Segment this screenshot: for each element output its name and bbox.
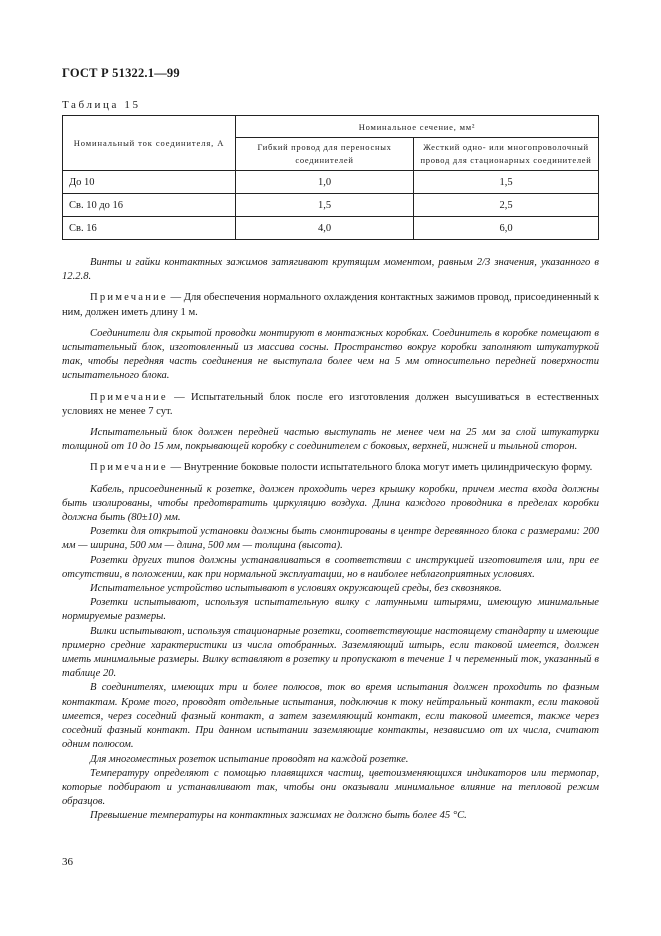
document-code: ГОСТ Р 51322.1—99 xyxy=(62,66,180,80)
table-row xyxy=(63,194,599,217)
paragraph: Розетки для открытой установки должны быть смонтированы в центре деревянного блока с размерами: 200 мм — ширина, 500 мм — длина, 500 мм — толщина (высота). xyxy=(62,526,599,552)
paragraph: Испытательное устройство испытывают в условиях окружающей среды, без сквозняков. xyxy=(90,583,502,595)
cell-rigid: 1,5 xyxy=(414,171,599,194)
paragraph: Испытательный блок должен передней частью выступать не менее чем на 25 мм за слой штукатурки толщиной от 10 до 15 мм, покрывающей коробку с соединителем с боковых, верхней, нижней и тыльной сторон. xyxy=(62,427,599,453)
page-number: 36 xyxy=(62,856,73,868)
cell-current: Св. 10 до 16 xyxy=(63,194,236,217)
body-text xyxy=(62,256,599,824)
paragraph: Соединители для скрытой проводки монтируют в монтажных коробках. Соединитель в коробке помещают в испытательный блок, изготовленный из массива сосны. Пространство вокруг коробки заполняют штукатуркой так, чтобы передняя часть соединения не выступала более чем на 5 мм относительно передней поверхности испытательного блока. xyxy=(62,327,599,382)
cell-flexible: 1,5 xyxy=(236,194,414,217)
col-header-cross-section: Номинальное сечение, мм² xyxy=(236,116,599,138)
paragraph: Винты и гайки контактных зажимов затягивают крутящим моментом, равным 2/3 значения, указанного в 12.2.8. xyxy=(62,257,599,283)
note-label: Примечание xyxy=(90,391,168,403)
note-text: — Для обеспечения нормального охлаждения контактных зажимов провод, присоединенный к ним, должен иметь длину 1 м. xyxy=(62,292,599,318)
cell-flexible: 4,0 xyxy=(236,217,414,240)
table-row xyxy=(63,171,599,194)
table-row xyxy=(63,217,599,240)
paragraph: Кабель, присоединенный к розетке, должен проходить через крышку коробки, причем места входа должны быть изолированы, чтобы предотвратить циркуляцию воздуха. Длина каждого проводника в пределах коробки должна быть (80±10) мм. xyxy=(62,483,599,524)
cell-flexible: 1,0 xyxy=(236,171,414,194)
note xyxy=(62,291,599,319)
paragraph: Температуру определяют с помощью плавящихся частиц, цветоизменяющихся индикаторов или термопар, которые подбирают и устанавливают так, чтобы они оказывали минимальное влияние на тепловой режим образцов. xyxy=(62,767,599,808)
col-header-current: Номинальный ток соединителя, А xyxy=(63,116,236,171)
note-text: — Испытательный блок после его изготовления должен высушиваться в естественных условиях не менее 7 сут. xyxy=(62,391,599,417)
cell-rigid: 2,5 xyxy=(414,194,599,217)
cell-current: До 10 xyxy=(63,171,236,194)
cell-current: Св. 16 xyxy=(63,217,236,240)
paragraph: Розетки испытывают, используя испытательную вилку с латунными штырями, имеющую минимальные нормируемые размеры. xyxy=(62,597,599,623)
col-header-rigid: Жесткий одно- или многопроволочный провод для стационарных соединителей xyxy=(414,138,599,171)
note xyxy=(62,391,599,419)
note xyxy=(62,461,599,475)
note-label: Примечание xyxy=(90,462,168,474)
paragraph: Розетки других типов должны устанавливаться в соответствии с инструкцией изготовителя или, при ее отсутствии, в положении, как при нормальной эксплуатации, но в наиболее неблагоприятных условиях. xyxy=(62,554,599,580)
note-label: Примечание xyxy=(90,292,168,304)
table-caption: Таблица 15 xyxy=(62,99,141,111)
cell-rigid: 6,0 xyxy=(414,217,599,240)
paragraph: Вилки испытывают, используя стационарные розетки, соответствующие настоящему стандарту и имеющие примерно средние характеристики из числа отобранных. Заземляющий штырь, если таковой имеется, должен иметь минимальные размеры. Вилку вставляют в розетку и пропускают в течение 1 ч переменный ток, указанный в таблице 20. xyxy=(62,625,599,680)
paragraph: Для многоместных розеток испытание проводят на каждой розетке. xyxy=(90,753,409,765)
col-header-flexible: Гибкий провод для переносных соединителей xyxy=(236,138,414,171)
paragraph: В соединителях, имеющих три и более полюсов, ток во время испытания должен проходить по фазным контактам. Кроме того, проводят отдельные испытания, подключив к току нейтральный контакт, если таковой имеется, через соседний фазный контакт, а затем заземляющий контакт, если таковой имеется, также через соседний фазный контакт. При данном испытании заземляющие контакты, независимо от их числа, считают одним полюсом. xyxy=(62,682,599,751)
table-15 xyxy=(62,115,599,240)
paragraph: Превышение температуры на контактных зажимах не должно быть более 45 °С. xyxy=(90,810,467,822)
note-text: — Внутренние боковые полости испытательного блока могут иметь цилиндрическую форму. xyxy=(167,462,593,474)
